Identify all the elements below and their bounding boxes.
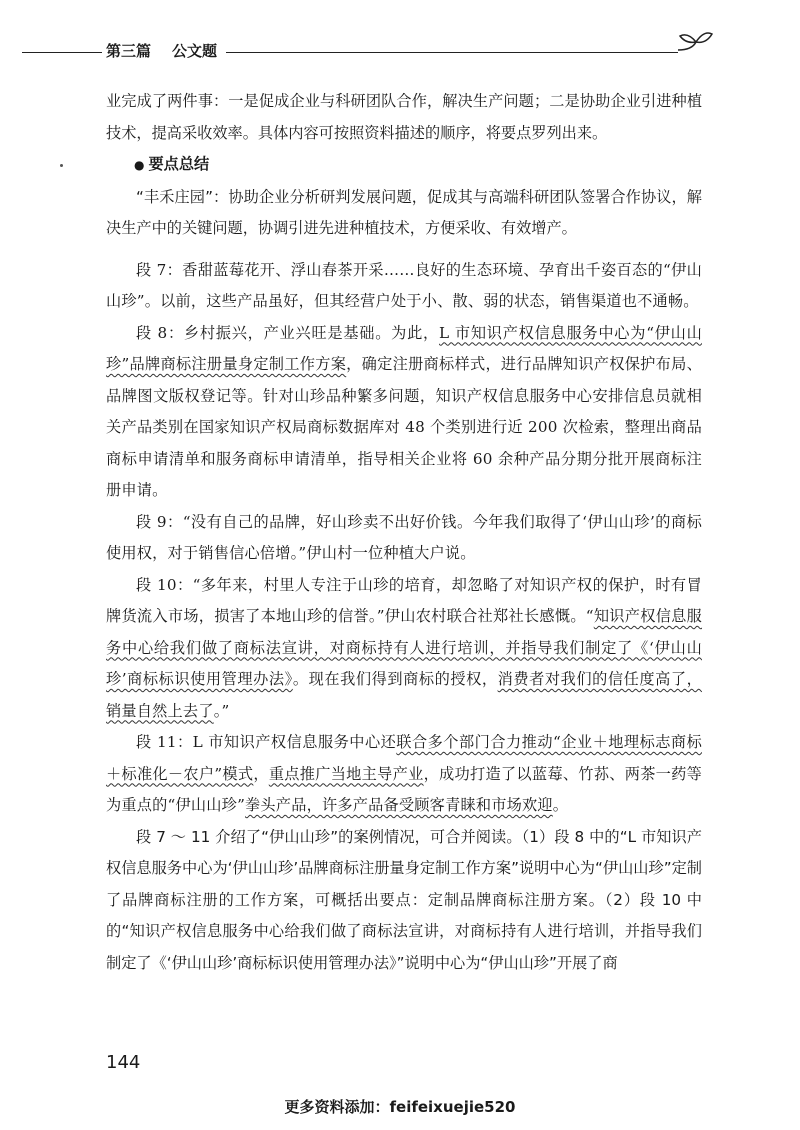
paragraph-10-lead: 段 10：“多年来，村里人专注于山珍的培育，却忽略了对知识产权的保护，时有冒牌货流入市场，损害了本地山珍的信誉。”伊山农村联合社郑社长感慨。“ — [106, 575, 702, 625]
header-rule-right — [226, 52, 678, 53]
paragraph-8-lead: 段 8：乡村振兴，产业兴旺是基础。为此， — [136, 323, 439, 342]
paragraph-11-middle: ，成功打造了以蓝莓、竹荪、两茶一药等为重点的“伊山山珍” — [106, 764, 703, 814]
paragraph-8-rest: ，确定注册商标样式，进行品牌知识产权保护布局、品牌图文版权登记等。针对山珍品种繁多问题，知识产权信息服务中心安排信息员就相关产品类别在国家知识产权局商标数据库对 48 个类别进行近 200 次检索，整理出商品商标申请清单和服务商标申请清单，指导相关企业将 60 余种产品分期分批开展商标注册申请。 — [106, 355, 702, 499]
paragraph-11-underlined-2: 重点推广当地主导产业 — [268, 764, 424, 783]
bullet-dot-icon: ● — [134, 158, 145, 172]
paragraph-11-underlined-3: 拳头产品，许多产品备受顾客青睐和市场欢迎 — [245, 796, 553, 814]
paragraph-9: 段 9：“没有自己的品牌，好山珍卖不出好价钱。今年我们取得了‘伊山山珍’的商标使用权，对于销售信心倍增。”伊山村一位种植大户说。 — [106, 512, 702, 562]
summary-heading — [106, 149, 702, 182]
paragraph-8-underlined: L 市知识产权信息服务中心为“伊山山珍”品牌商标注册量身定制工作方案 — [106, 323, 702, 373]
header-part-label: 第三篇 — [106, 42, 152, 60]
page-number: 144 — [106, 1052, 141, 1073]
sprout-icon — [676, 28, 716, 62]
paragraph-10-underlined-1: 知识产权信息服务中心给我们做了商标法宣讲，对商标持有人进行培训，并指导我们制定了《‘伊山山珍’商标标识使用管理办法》 — [106, 607, 703, 688]
summary-heading-text: 要点总结 — [148, 155, 210, 173]
summary-text: “丰禾庄园”：协助企业分析研判发展问题，促成其与高端科研团队签署合作协议，解决生产中的关键问题，协调引进先进种植技术，方便采收、有效增产。 — [106, 187, 702, 237]
paragraph-11-end: 。 — [552, 796, 569, 814]
header-section-title: 公文题 — [172, 42, 218, 60]
paragraph-10-end: 。” — [213, 701, 230, 720]
paragraph-11-comma: ， — [253, 764, 269, 783]
header-rule-left — [22, 52, 102, 53]
paragraph-8 — [106, 318, 702, 507]
intro-paragraph: 业完成了两件事：一是促成企业与科研团队合作，解决生产问题；二是协助企业引进种植技术，提高采收效率。具体内容可按照资料描述的顺序，将要点罗列出来。 — [106, 92, 702, 142]
margin-mark — [60, 164, 63, 167]
analysis-paragraph: 段 7 ～ 11 介绍了“伊山山珍”的案例情况，可合并阅读。（1）段 8 中的“L 市知识产权信息服务中心为‘伊山山珍’品牌商标注册量身定制工作方案”说明中心为“伊山山珍”定制了品牌商标注册的工作方案，可概括出要点：定制品牌商标注册方案。（2）段 10 中的“知识产权信息服务中心给我们做了商标法宣讲，对商标持有人进行培训，并指导我们制定了《‘伊山山珍’商标标识使用管理办法》”说明中心为“伊山山珍”开展了商 — [106, 827, 702, 972]
page-body — [106, 86, 702, 979]
paragraph-7: 段 7：香甜蓝莓花开、浮山春茶开采……良好的生态环境、孕育出千姿百态的“伊山山珍”。以前，这些产品虽好，但其经营户处于小、散、弱的状态，销售渠道也不通畅。 — [106, 260, 702, 310]
paragraph-11-lead: 段 11：L 市知识产权信息服务中心还 — [136, 733, 397, 751]
paragraph-11 — [106, 727, 702, 822]
paragraph-10 — [106, 570, 702, 728]
paragraph-10-underlined-2: 消费者对我们的信任度高了，销量自然上去了 — [106, 670, 702, 720]
footer-note: 更多资料添加：feifeixuejie520 — [284, 1098, 516, 1116]
paragraph-11-underlined-1: 联合多个部门合力推动“企业＋地理标志商标＋标准化－农户”模式 — [106, 733, 702, 783]
paragraph-10-middle: 。现在我们得到商标的授权， — [292, 670, 498, 688]
